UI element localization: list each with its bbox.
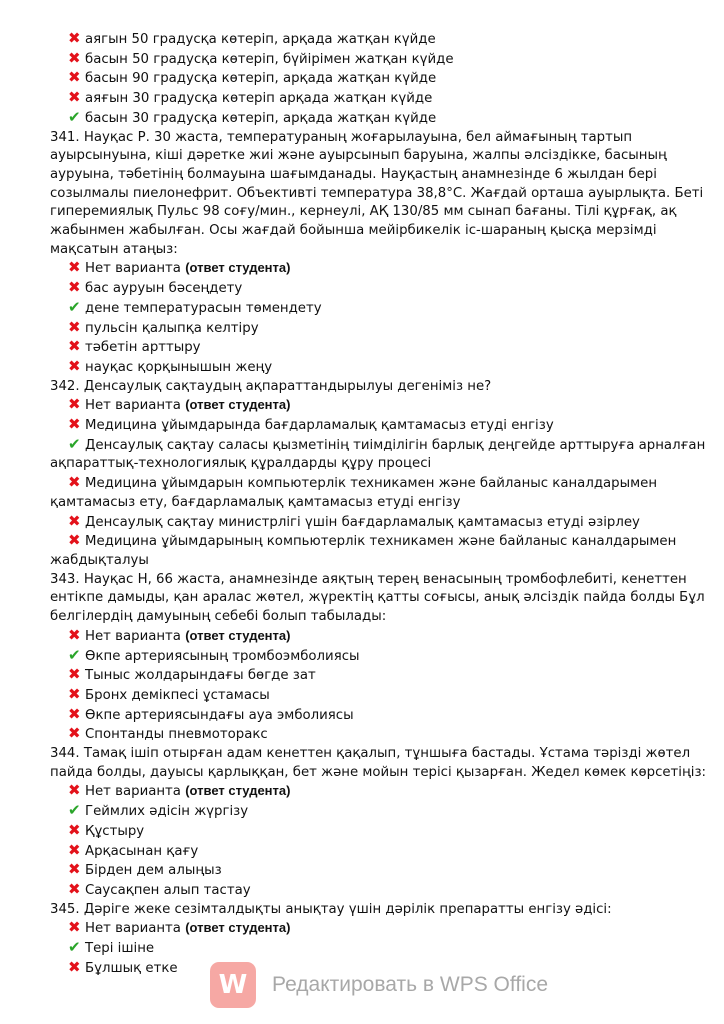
question-text: 342. Денсаулық сақтаудың ақпараттандырылуы дегеніміз не? xyxy=(50,378,492,394)
cross-icon: ✖ xyxy=(68,415,81,434)
cross-icon: ✖ xyxy=(68,781,81,800)
answer-option: ✖ аягын 50 градусқа көтеріп, арқада жатқан күйде xyxy=(68,29,436,47)
student-answer-tag: (ответ студента) xyxy=(185,627,291,643)
cross-icon: ✖ xyxy=(68,68,81,87)
cross-icon: ✖ xyxy=(68,684,81,703)
answer-option-correct: ✔ Денсаулық сақтау саласы қызметінің тиімділігін барлық деңгейде арттыруға арналған xyxy=(68,434,706,453)
student-answer-tag: (ответ студента) xyxy=(185,783,291,799)
question-text: созылмалы пиелонефрит. Объективті температура 38,8°С. Жағдай орташа ауырлықта. Беті xyxy=(50,185,704,201)
question-text: мақсатын атаңыз: xyxy=(50,241,178,257)
answer-option: ✖ бас ауруын бәсеңдету xyxy=(68,278,243,297)
question-text: белгілердің дамуының себебі болып табылады: xyxy=(50,609,387,625)
answer-option: ✖ Құстыру xyxy=(68,820,145,839)
question-text: ауырсынуына, кіші дәретке жиі және ауырсынып баруына, жалпы әлсіздікке, басының xyxy=(50,148,667,164)
cross-icon: ✖ xyxy=(68,704,81,723)
question-text: 341. Науқас Р. 30 жаста, температураның жоғарылауына, бел аймағының тартып xyxy=(50,129,633,145)
answer-option: ✖ Спонтанды пневмоторакс xyxy=(68,724,268,743)
answer-option-continued: ақпараттық-технологиялық құралдарды құру процесі xyxy=(50,456,432,472)
answer-option: ✖ Тыныс жолдарындағы бөгде зат xyxy=(68,665,316,684)
cross-icon: ✖ xyxy=(68,356,81,375)
answer-option: ✖ Нет варианта (ответ студента) xyxy=(68,625,291,644)
question-text: гиперемиялық Пульс 98 соғу/мин., кернеулі, АҚ 130/85 мм сынап бағаны. Тілі құрғақ, ақ xyxy=(50,204,677,220)
answer-option-correct: ✔ Тері ішіне xyxy=(68,938,155,957)
answer-option: ✖ Нет варианта (ответ студента) xyxy=(68,395,291,414)
answer-option: ✖ Бронх демікпесі ұстамасы xyxy=(68,684,270,703)
answer-option: ✖ Нет варианта (ответ студента) xyxy=(68,918,291,937)
wps-edit-button[interactable] xyxy=(210,962,548,1008)
answer-option: ✖ аяғын 30 градусқа көтеріп арқада жатқан күйде xyxy=(68,88,433,107)
answer-option: ✖ тәбетін арттыру xyxy=(68,337,201,356)
answer-option: ✖ Өкпе артериясындағы ауа эмболиясы xyxy=(68,704,354,723)
check-icon: ✔ xyxy=(68,645,81,664)
cross-icon: ✖ xyxy=(68,337,81,356)
answer-option: ✖ басын 90 градусқа көтеріп, арқада жатқан күйде xyxy=(68,68,437,87)
student-answer-tag: (ответ студента) xyxy=(185,920,291,936)
answer-option: ✖ Нет варианта (ответ студента) xyxy=(68,781,291,800)
cross-icon: ✖ xyxy=(68,879,81,898)
cross-icon: ✖ xyxy=(68,665,81,684)
check-icon: ✔ xyxy=(68,938,81,957)
cross-icon: ✖ xyxy=(68,625,81,644)
answer-option: ✖ пульсін қалыпқа келтіру xyxy=(68,317,259,336)
cross-icon: ✖ xyxy=(68,918,81,937)
check-icon: ✔ xyxy=(68,801,81,820)
check-icon: ✔ xyxy=(68,107,81,126)
cross-icon: ✖ xyxy=(68,278,81,297)
cross-icon: ✖ xyxy=(68,473,81,492)
answer-option-correct: ✔ басын 30 градусқа көтеріп, арқада жатқан күйде xyxy=(68,107,437,126)
cross-icon: ✖ xyxy=(68,531,81,550)
question-text: ентікпе дамыды, қан аралас жөтел, жүректің қатты соғысы, анық әлсіздік пайда болды Бұл xyxy=(50,590,705,606)
check-icon: ✔ xyxy=(68,297,81,316)
question-text: ауруына, тәбетінің болмауына шағымданады. Науқастың анамнезінде 6 жылдан бері xyxy=(50,166,657,182)
cross-icon: ✖ xyxy=(68,88,81,107)
cross-icon: ✖ xyxy=(68,860,81,879)
answer-option: ✖ Медицина ұйымдарын компьютерлік техникамен және байланыс каналдарымен xyxy=(68,473,658,492)
answer-option-correct: ✔ дене температурасын төмендету xyxy=(68,297,322,316)
question-text: 344. Тамақ ішіп отырған адам кенеттен қақалып, тұншыға бастады. Ұстама тәрізді жөтел xyxy=(50,746,691,762)
cross-icon: ✖ xyxy=(68,511,81,530)
student-answer-tag: (ответ студента) xyxy=(185,397,291,413)
cross-icon: ✖ xyxy=(68,48,81,67)
wps-logo-icon: W xyxy=(210,962,256,1008)
question-text: 345. Дәріге жеке сезімталдықты анықтау үшін дәрілік препаратты енгізу әдісі: xyxy=(50,901,612,917)
wps-edit-label: Редактировать в WPS Office xyxy=(272,973,549,996)
answer-option: ✖ басын 50 градусқа көтеріп, бүйірімен жатқан күйде xyxy=(68,48,454,67)
answer-option: ✖ науқас қорқынышын жеңу xyxy=(68,356,273,375)
cross-icon: ✖ xyxy=(68,395,81,414)
cross-icon: ✖ xyxy=(68,317,81,336)
answer-option: ✖ Бұлшық етке xyxy=(68,957,178,976)
check-icon: ✔ xyxy=(68,434,81,453)
cross-icon: ✖ xyxy=(68,724,81,743)
answer-option-continued: жабдықталуы xyxy=(50,552,149,568)
answer-option-continued: қамтамасыз ету, бағдарламалық қамтамасыз етуді енгізу xyxy=(50,494,461,510)
answer-option: ✖ Медицина ұйымдарының компьютерлік техникамен және байланыс каналдарымен xyxy=(68,531,677,550)
document-page xyxy=(0,30,724,978)
answer-option: ✖ Саусақпен алып тастау xyxy=(68,879,251,898)
cross-icon: ✖ xyxy=(68,957,81,976)
answer-option-correct: ✔ Геймлих әдісін жүргізу xyxy=(68,801,249,820)
question-text: 343. Науқас Н, 66 жаста, анамнезінде аяқтың терең венасының тромбофлебиті, кенеттен xyxy=(50,571,687,587)
answer-option: ✖ Медицина ұйымдарында бағдарламалық қамтамасыз етуді енгізу xyxy=(68,415,554,434)
cross-icon: ✖ xyxy=(68,29,81,47)
question-text: жабынмен жабылған. Осы жағдай бойынша мейірбикелік іс-шараның қысқа мерзімді xyxy=(50,223,657,239)
answer-option: ✖ Нет варианта (ответ студента) xyxy=(68,258,291,277)
student-answer-tag: (ответ студента) xyxy=(185,260,291,276)
answer-option: ✖ Арқасынан қағу xyxy=(68,840,199,859)
cross-icon: ✖ xyxy=(68,258,81,277)
answer-option: ✖ Бірден дем алыңыз xyxy=(68,860,222,879)
answer-option-correct: ✔ Өкпе артериясының тромбоэмболиясы xyxy=(68,645,360,664)
question-text: пайда болды, дауысы қарлыққан, бет және мойын терісі қызарған. Жедел көмек көрсетіңіз: xyxy=(50,764,707,780)
cross-icon: ✖ xyxy=(68,840,81,859)
answer-option: ✖ Денсаулық сақтау министрлігі үшін бағдарламалық қамтамасыз етуді әзірлеу xyxy=(68,511,640,530)
cross-icon: ✖ xyxy=(68,820,81,839)
